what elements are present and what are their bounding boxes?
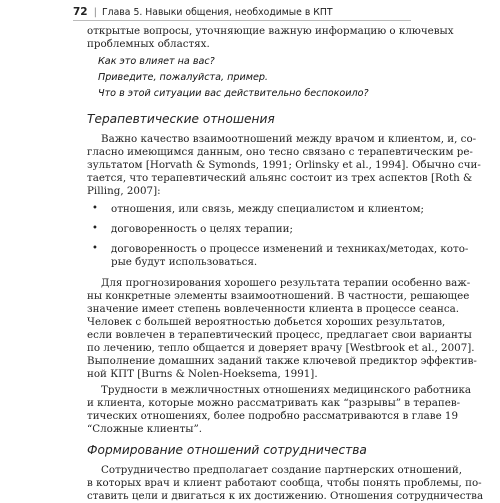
- example-question: Как это влияет на вас?: [98, 56, 215, 67]
- text-line: если вовлечен в терапевтический процесс, предлагает свои варианты: [87, 329, 472, 341]
- text-line: Человек с большей вероятностью добьется хороших результатов,: [87, 316, 446, 328]
- section-heading: Формирование отношений сотрудничества: [87, 443, 367, 457]
- header-rule: [73, 20, 411, 21]
- bullet-icon: •: [92, 203, 98, 214]
- example-question: Что в этой ситуации вас действительно беспокоило?: [98, 88, 369, 99]
- text-line: ны конкретные элементы взаимоотношений. В частности, решающее: [87, 290, 470, 302]
- text-line: по лечению, тепло общается и доверяет врачу [Westbrook et al., 2007].: [87, 342, 475, 354]
- text-line: Трудности в межличностных отношениях медицинского работника: [101, 384, 472, 396]
- example-question: Приведите, пожалуйста, пример.: [98, 72, 268, 83]
- section-heading: Терапевтические отношения: [87, 112, 275, 126]
- text-line: ставить цели и двигаться к их достижению. Отношения сотрудничества: [87, 490, 484, 502]
- bullet-icon: •: [92, 223, 98, 234]
- text-line: Pilling, 2007]:: [87, 185, 161, 197]
- chapter-title: Глава 5. Навыки общения, необходимые в КПТ: [102, 6, 333, 18]
- text-line: зультатом [Horvath & Symonds, 1991; Orlinsky et al., 1994]. Обычно счи-: [87, 159, 481, 171]
- text-line: проблемных областях.: [87, 38, 210, 50]
- page-number: 72: [73, 6, 88, 18]
- text-line: в которых врач и клиент работают сообща, чтобы понять проблемы, по-: [87, 477, 482, 489]
- bullet-text: договоренность о процессе изменений и техниках/методах, кото-: [111, 243, 469, 255]
- text-line: Важно качество взаимоотношений между врачом и клиентом, и, со-: [101, 133, 477, 145]
- bullet-icon: •: [92, 243, 98, 254]
- text-line: ной КПТ [Burns & Nolen-Hoeksema, 1991].: [87, 368, 318, 380]
- text-line: значение имеет степень вовлеченности клиента в процессе сеанса.: [87, 303, 460, 315]
- text-line: тических отношениях, более подробно рассматриваются в главе 19: [87, 410, 459, 422]
- text-line: открытые вопросы, уточняющие важную информацию о ключевых: [87, 25, 454, 37]
- text-line: Для прогнозирования хорошего результата терапии особенно важ-: [101, 277, 471, 289]
- bullet-text: рые будут использоваться.: [111, 256, 258, 268]
- text-line: гласно имеющимся данным, оно тесно связано с терапевтическим ре-: [87, 146, 473, 158]
- text-line: Выполнение домашних заданий также ключевой предиктор эффектив-: [87, 355, 477, 367]
- text-line: “Сложные клиенты”.: [87, 423, 203, 435]
- text-line: и клиента, которые можно рассматривать как “разрывы” в терапев-: [87, 397, 461, 409]
- bullet-text: отношения, или связь, между специалистом и клиентом;: [111, 203, 425, 215]
- text-line: Сотрудничество предполагает создание партнерских отношений,: [101, 464, 462, 476]
- bullet-text: договоренность о целях терапии;: [111, 223, 293, 235]
- text-line: тается, что терапевтический альянс состоит из трех аспектов [Roth &: [87, 172, 473, 184]
- header-separator: |: [93, 6, 97, 18]
- running-header: [73, 6, 333, 18]
